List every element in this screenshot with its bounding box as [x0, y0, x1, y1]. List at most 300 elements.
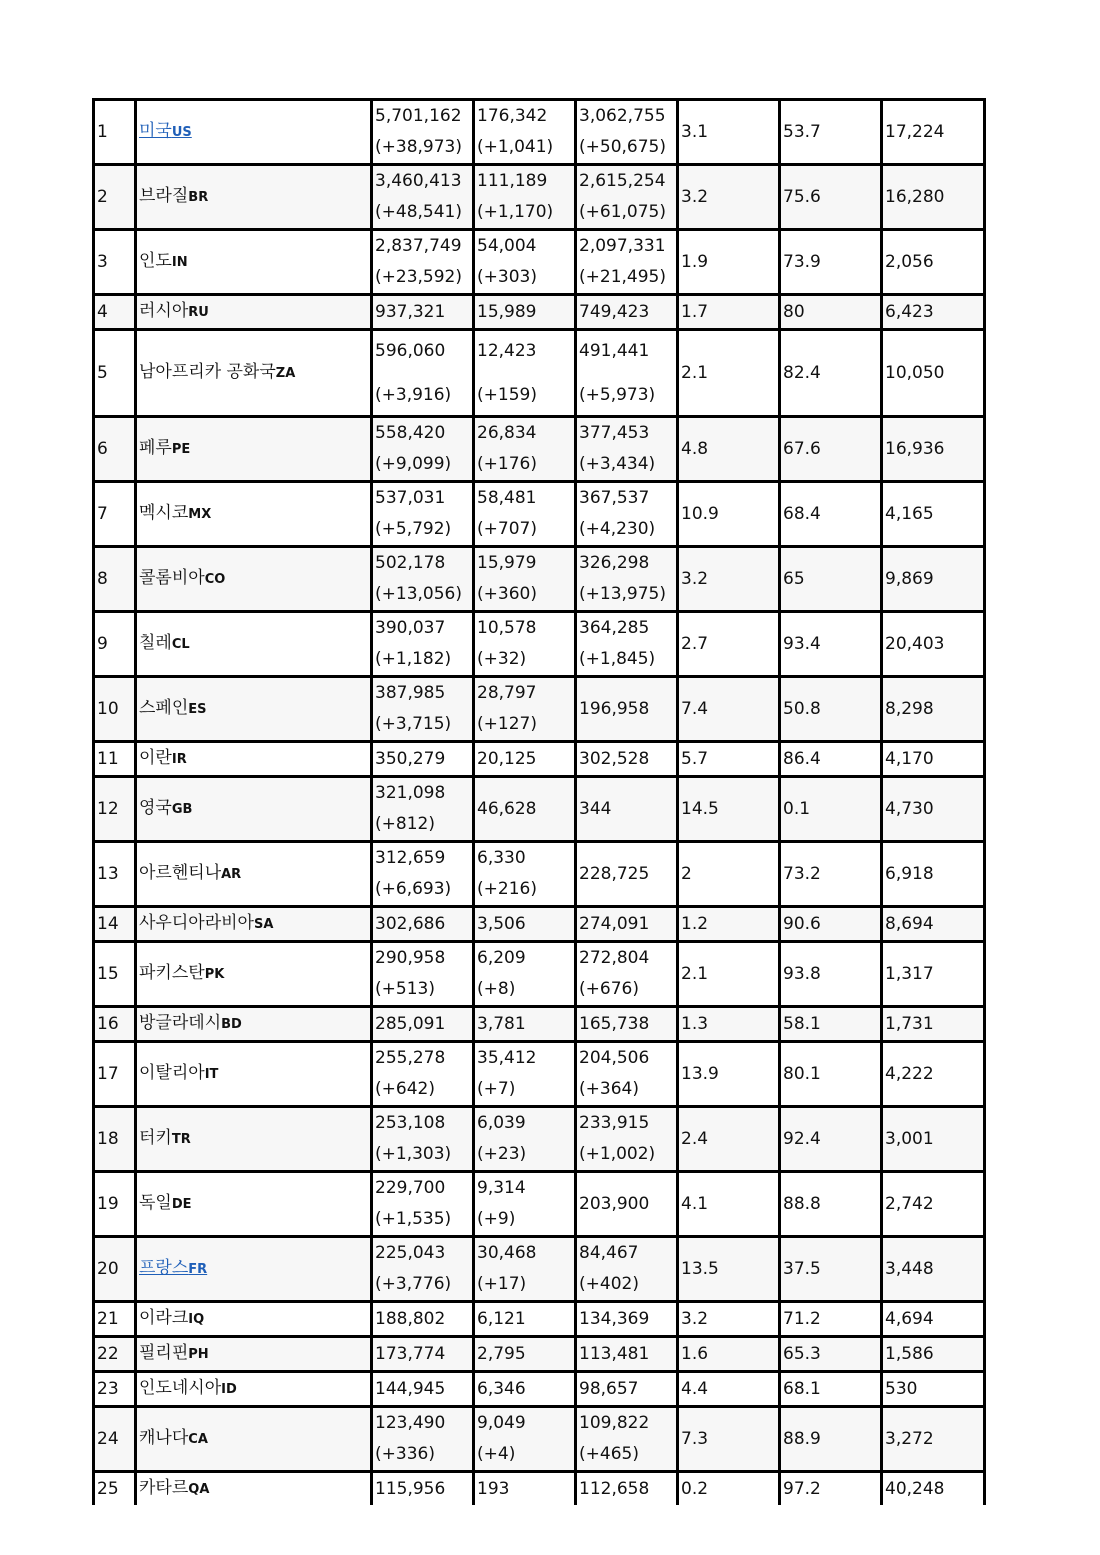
cell-value: 4,222	[885, 1063, 934, 1084]
cell-change: (+3,434)	[579, 454, 656, 474]
per-million-cell	[882, 100, 985, 165]
per-million-cell	[882, 842, 985, 907]
per-million-cell	[882, 417, 985, 482]
rank-value: 11	[97, 748, 119, 769]
fatality-rate-cell	[678, 942, 780, 1007]
recovered-cell	[576, 907, 678, 942]
country-link[interactable]	[139, 121, 192, 141]
cell-change: (+6,693)	[375, 879, 452, 899]
per-million-cell	[882, 677, 985, 742]
country-cell	[136, 1237, 372, 1302]
cell-value: 321,098	[375, 783, 446, 803]
country-code: GB	[171, 802, 193, 817]
cell-value: 20,403	[885, 633, 945, 654]
rank-cell	[94, 230, 136, 295]
cell-value: 7.3	[681, 1428, 709, 1449]
country-code: FR	[188, 1262, 208, 1277]
cell-change: (+3,776)	[375, 1274, 452, 1294]
fatality-rate-cell	[678, 612, 780, 677]
cell-value: 86.4	[783, 748, 821, 769]
rank-value: 3	[97, 251, 108, 272]
cases-cell	[372, 742, 474, 777]
recovery-rate-cell	[780, 295, 882, 330]
per-million-cell	[882, 1302, 985, 1337]
cell-value: 2,056	[885, 251, 934, 272]
cell-value: 188,802	[375, 1308, 446, 1329]
cell-value: 13.9	[681, 1063, 719, 1084]
per-million-cell	[882, 1172, 985, 1237]
fatality-rate-cell	[678, 907, 780, 942]
cell-value: 290,958	[375, 948, 446, 968]
country-name: 터키	[139, 1128, 172, 1148]
deaths-cell	[474, 1107, 576, 1172]
country-code: AR	[221, 867, 242, 882]
cell-value: 16,280	[885, 186, 945, 207]
cell-value: 28,797	[477, 683, 537, 703]
deaths-cell	[474, 482, 576, 547]
cell-value: 20,125	[477, 748, 537, 769]
cell-value: 3.2	[681, 1308, 709, 1329]
recovery-rate-cell	[780, 842, 882, 907]
deaths-cell	[474, 330, 576, 417]
country-cell	[136, 100, 372, 165]
country-name: 남아프리카 공화국	[139, 362, 276, 382]
deaths-cell	[474, 777, 576, 842]
cell-value: 1,731	[885, 1013, 934, 1034]
cell-value: 367,537	[579, 488, 650, 508]
table-row	[94, 1337, 985, 1372]
cell-change: (+1,182)	[375, 649, 452, 669]
cell-change: (+5,973)	[579, 384, 656, 405]
per-million-cell	[882, 1237, 985, 1302]
rank-cell	[94, 942, 136, 1007]
table-row	[94, 295, 985, 330]
cell-value: 98,657	[579, 1378, 639, 1399]
cell-change: (+23)	[477, 1144, 527, 1164]
cell-change: (+216)	[477, 879, 537, 899]
recovered-cell	[576, 1337, 678, 1372]
country-link[interactable]	[139, 1258, 207, 1278]
recovery-rate-cell	[780, 1337, 882, 1372]
deaths-cell	[474, 942, 576, 1007]
cases-cell	[372, 330, 474, 417]
cell-change: (+1,170)	[477, 202, 554, 222]
country-name: 아르헨티나	[139, 863, 222, 883]
table-row	[94, 1237, 985, 1302]
per-million-cell	[882, 1107, 985, 1172]
cell-value: 16,936	[885, 438, 945, 459]
cell-change: (+176)	[477, 454, 537, 474]
country-code: MX	[188, 507, 212, 522]
fatality-rate-cell	[678, 165, 780, 230]
recovered-cell	[576, 230, 678, 295]
fatality-rate-cell	[678, 1372, 780, 1407]
cell-change: (+61,075)	[579, 202, 666, 222]
cell-value: 253,108	[375, 1113, 446, 1133]
cell-change: (+676)	[579, 979, 639, 999]
cell-value: 937,321	[375, 301, 446, 322]
cell-value: 88.8	[783, 1193, 821, 1214]
cell-value: 82.4	[783, 362, 821, 383]
table-body	[94, 100, 985, 1506]
table-row	[94, 777, 985, 842]
cell-value: 2,742	[885, 1193, 934, 1214]
rank-value: 21	[97, 1308, 119, 1329]
recovered-cell	[576, 1007, 678, 1042]
cell-value: 75.6	[783, 186, 821, 207]
recovered-cell	[576, 330, 678, 417]
cell-value: 37.5	[783, 1258, 821, 1279]
cell-value: 68.4	[783, 503, 821, 524]
cell-change: (+38,973)	[375, 137, 462, 157]
cell-value: 502,178	[375, 553, 446, 573]
country-code: IT	[204, 1067, 219, 1082]
cell-change: (+3,916)	[375, 384, 452, 405]
country-cell	[136, 1472, 372, 1506]
cell-value: 80.1	[783, 1063, 821, 1084]
cell-value: 30,468	[477, 1243, 537, 1263]
table-row	[94, 547, 985, 612]
country-name: 미국	[139, 121, 172, 141]
cell-change: (+4,230)	[579, 519, 656, 539]
country-code: PK	[204, 967, 225, 982]
cell-value: 3,448	[885, 1258, 934, 1279]
cell-value: 88.9	[783, 1428, 821, 1449]
country-cell	[136, 547, 372, 612]
cell-value: 255,278	[375, 1048, 446, 1068]
fatality-rate-cell	[678, 482, 780, 547]
cell-change: (+32)	[477, 649, 527, 669]
table-row	[94, 612, 985, 677]
country-name: 콜롬비아	[139, 568, 205, 588]
cell-change: (+8)	[477, 979, 516, 999]
cell-value: 3.2	[681, 568, 709, 589]
country-code: QA	[188, 1482, 210, 1497]
cell-change: (+707)	[477, 519, 537, 539]
cases-cell	[372, 1237, 474, 1302]
rank-cell	[94, 165, 136, 230]
recovered-cell	[576, 417, 678, 482]
country-cell	[136, 907, 372, 942]
cell-value: 2.7	[681, 633, 709, 654]
per-million-cell	[882, 742, 985, 777]
country-cell	[136, 417, 372, 482]
per-million-cell	[882, 330, 985, 417]
cell-spacer	[477, 367, 574, 380]
rank-cell	[94, 1372, 136, 1407]
rank-value: 22	[97, 1343, 119, 1364]
rank-value: 8	[97, 568, 108, 589]
cases-cell	[372, 1337, 474, 1372]
cell-value: 65.3	[783, 1343, 821, 1364]
cell-change: (+9,099)	[375, 454, 452, 474]
cell-value: 6,330	[477, 848, 526, 868]
recovery-rate-cell	[780, 1472, 882, 1506]
rank-cell	[94, 417, 136, 482]
cell-value: 3,781	[477, 1013, 526, 1034]
fatality-rate-cell	[678, 742, 780, 777]
rank-cell	[94, 907, 136, 942]
table-row	[94, 1372, 985, 1407]
deaths-cell	[474, 547, 576, 612]
deaths-cell	[474, 1302, 576, 1337]
table-row	[94, 677, 985, 742]
cases-cell	[372, 100, 474, 165]
cell-value: 228,725	[579, 863, 650, 884]
fatality-rate-cell	[678, 1302, 780, 1337]
cell-change: (+23,592)	[375, 267, 462, 287]
table-row	[94, 1107, 985, 1172]
table-row	[94, 330, 985, 417]
cell-value: 326,298	[579, 553, 650, 573]
cell-change: (+336)	[375, 1444, 435, 1464]
fatality-rate-cell	[678, 230, 780, 295]
cell-value: 285,091	[375, 1013, 446, 1034]
rank-cell	[94, 777, 136, 842]
cell-change: (+465)	[579, 1444, 639, 1464]
cell-value: 3,506	[477, 913, 526, 934]
cell-value: 1.6	[681, 1343, 709, 1364]
cases-cell	[372, 1042, 474, 1107]
cell-value: 225,043	[375, 1243, 446, 1263]
cell-value: 67.6	[783, 438, 821, 459]
fatality-rate-cell	[678, 100, 780, 165]
cell-value: 8,298	[885, 698, 934, 719]
table-row	[94, 1472, 985, 1506]
country-code: CA	[188, 1432, 208, 1447]
cell-value: 65	[783, 568, 805, 589]
country-cell	[136, 742, 372, 777]
cell-value: 203,900	[579, 1193, 650, 1214]
fatality-rate-cell	[678, 777, 780, 842]
rank-cell	[94, 1042, 136, 1107]
cell-value: 13.5	[681, 1258, 719, 1279]
cell-value: 3,272	[885, 1428, 934, 1449]
country-name: 인도	[139, 251, 172, 271]
recovery-rate-cell	[780, 942, 882, 1007]
recovery-rate-cell	[780, 230, 882, 295]
cases-cell	[372, 230, 474, 295]
recovery-rate-cell	[780, 677, 882, 742]
deaths-cell	[474, 100, 576, 165]
rank-cell	[94, 295, 136, 330]
cell-value: 530	[885, 1378, 918, 1399]
cell-change: (+303)	[477, 267, 537, 287]
cell-value: 12,423	[477, 340, 537, 361]
cell-value: 9,869	[885, 568, 934, 589]
recovery-rate-cell	[780, 742, 882, 777]
country-code: ID	[221, 1382, 237, 1397]
country-code: BD	[221, 1017, 242, 1032]
deaths-cell	[474, 1042, 576, 1107]
rank-cell	[94, 742, 136, 777]
table-row	[94, 100, 985, 165]
table-row	[94, 842, 985, 907]
rank-cell	[94, 1407, 136, 1472]
country-name: 카타르	[139, 1478, 189, 1498]
cell-change: (+513)	[375, 979, 435, 999]
fatality-rate-cell	[678, 1007, 780, 1042]
cell-value: 53.7	[783, 121, 821, 142]
cell-value: 8,694	[885, 913, 934, 934]
rank-value: 9	[97, 633, 108, 654]
cell-value: 1.3	[681, 1013, 709, 1034]
cell-value: 3,062,755	[579, 106, 666, 126]
recovered-cell	[576, 100, 678, 165]
recovery-rate-cell	[780, 482, 882, 547]
cell-change: (+13,056)	[375, 584, 462, 604]
recovered-cell	[576, 1302, 678, 1337]
cell-change: (+1,845)	[579, 649, 656, 669]
recovery-rate-cell	[780, 1107, 882, 1172]
deaths-cell	[474, 1172, 576, 1237]
country-code: US	[171, 125, 192, 140]
cases-cell	[372, 1472, 474, 1506]
country-cell	[136, 942, 372, 1007]
cell-change: (+50,675)	[579, 137, 666, 157]
fatality-rate-cell	[678, 1407, 780, 1472]
rank-value: 25	[97, 1478, 119, 1499]
cell-value: 3.1	[681, 121, 709, 142]
cell-value: 229,700	[375, 1178, 446, 1198]
recovered-cell	[576, 1237, 678, 1302]
cell-value: 73.9	[783, 251, 821, 272]
cell-value: 1,317	[885, 963, 934, 984]
recovered-cell	[576, 677, 678, 742]
table-row	[94, 230, 985, 295]
cell-change: (+21,495)	[579, 267, 666, 287]
cell-value: 272,804	[579, 948, 650, 968]
cell-value: 1.9	[681, 251, 709, 272]
cell-value: 3,460,413	[375, 171, 462, 191]
cell-value: 40,248	[885, 1478, 945, 1499]
deaths-cell	[474, 1237, 576, 1302]
cell-value: 537,031	[375, 488, 446, 508]
table-row	[94, 1172, 985, 1237]
deaths-cell	[474, 612, 576, 677]
rank-cell	[94, 677, 136, 742]
rank-cell	[94, 482, 136, 547]
table-row	[94, 942, 985, 1007]
deaths-cell	[474, 1337, 576, 1372]
rank-cell	[94, 330, 136, 417]
country-code: DE	[171, 1197, 192, 1212]
country-name: 필리핀	[139, 1343, 189, 1363]
rank-cell	[94, 1472, 136, 1506]
country-name: 독일	[139, 1193, 172, 1213]
recovered-cell	[576, 1172, 678, 1237]
recovery-rate-cell	[780, 907, 882, 942]
cases-cell	[372, 677, 474, 742]
cases-cell	[372, 1372, 474, 1407]
cell-value: 1,586	[885, 1343, 934, 1364]
cell-value: 4,165	[885, 503, 934, 524]
cell-value: 5.7	[681, 748, 709, 769]
rank-value: 7	[97, 503, 108, 524]
cell-change: (+364)	[579, 1079, 639, 1099]
country-cell	[136, 230, 372, 295]
fatality-rate-cell	[678, 1237, 780, 1302]
deaths-cell	[474, 842, 576, 907]
cell-value: 73.2	[783, 863, 821, 884]
cell-value: 377,453	[579, 423, 650, 443]
per-million-cell	[882, 482, 985, 547]
deaths-cell	[474, 1007, 576, 1042]
per-million-cell	[882, 1007, 985, 1042]
per-million-cell	[882, 230, 985, 295]
country-code: IQ	[188, 1312, 205, 1327]
cell-value: 596,060	[375, 340, 446, 361]
cell-value: 1.7	[681, 301, 709, 322]
deaths-cell	[474, 165, 576, 230]
cell-value: 112,658	[579, 1478, 650, 1499]
per-million-cell	[882, 1337, 985, 1372]
cell-value: 134,369	[579, 1308, 650, 1329]
country-code: CL	[171, 637, 190, 652]
cell-value: 115,956	[375, 1478, 446, 1499]
cases-cell	[372, 942, 474, 1007]
cases-cell	[372, 1007, 474, 1042]
country-cell	[136, 777, 372, 842]
cell-value: 2,837,749	[375, 236, 462, 256]
cell-value: 6,209	[477, 948, 526, 968]
recovered-cell	[576, 612, 678, 677]
cell-value: 10.9	[681, 503, 719, 524]
cell-value: 111,189	[477, 171, 548, 191]
rank-value: 5	[97, 362, 108, 383]
cell-value: 10,578	[477, 618, 537, 638]
recovery-rate-cell	[780, 1237, 882, 1302]
cell-value: 113,481	[579, 1343, 650, 1364]
per-million-cell	[882, 942, 985, 1007]
cell-change: (+1,303)	[375, 1144, 452, 1164]
recovered-cell	[576, 1042, 678, 1107]
cell-value: 0.2	[681, 1478, 709, 1499]
cell-value: 2	[681, 863, 692, 884]
cell-value: 68.1	[783, 1378, 821, 1399]
recovery-rate-cell	[780, 1302, 882, 1337]
table-row	[94, 742, 985, 777]
cell-change: (+127)	[477, 714, 537, 734]
fatality-rate-cell	[678, 677, 780, 742]
country-cell	[136, 1172, 372, 1237]
cell-value: 274,091	[579, 913, 650, 934]
cell-value: 6,423	[885, 301, 934, 322]
country-cell	[136, 677, 372, 742]
country-name: 방글라데시	[139, 1013, 222, 1033]
cell-value: 312,659	[375, 848, 446, 868]
country-name: 파키스탄	[139, 963, 205, 983]
rank-value: 2	[97, 186, 108, 207]
fatality-rate-cell	[678, 1042, 780, 1107]
rank-cell	[94, 1237, 136, 1302]
rank-cell	[94, 1107, 136, 1172]
cell-change: (+1,535)	[375, 1209, 452, 1229]
cell-value: 4.8	[681, 438, 709, 459]
table-row	[94, 1007, 985, 1042]
cell-value: 84,467	[579, 1243, 639, 1263]
country-code: SA	[253, 917, 274, 932]
cell-value: 93.8	[783, 963, 821, 984]
cell-value: 54,004	[477, 236, 537, 256]
country-cell	[136, 1042, 372, 1107]
recovered-cell	[576, 942, 678, 1007]
cases-cell	[372, 165, 474, 230]
country-cell	[136, 1302, 372, 1337]
cell-value: 4,170	[885, 748, 934, 769]
fatality-rate-cell	[678, 417, 780, 482]
deaths-cell	[474, 417, 576, 482]
